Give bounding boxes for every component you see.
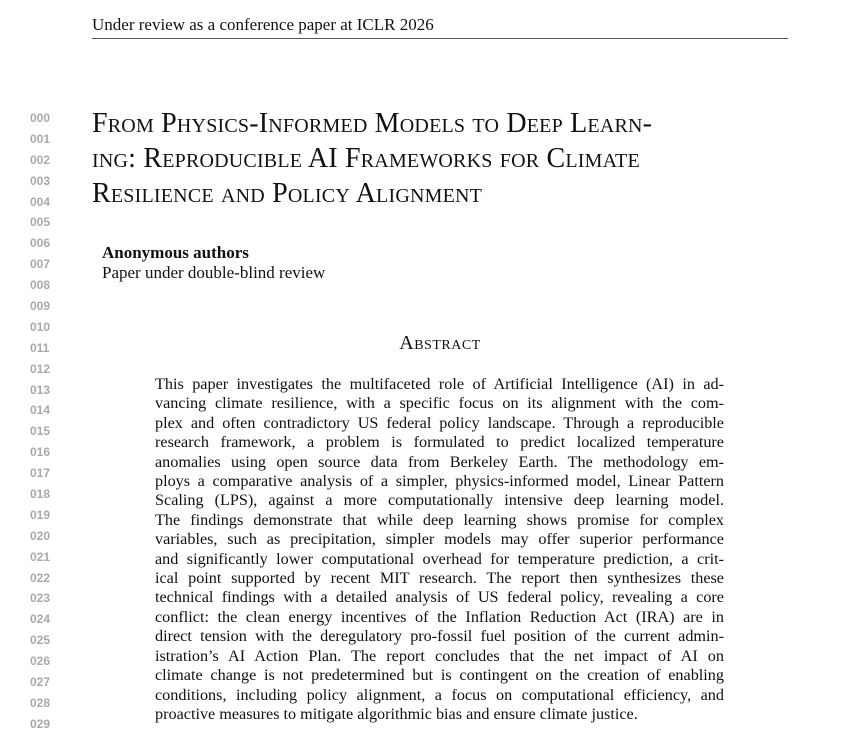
abstract-heading: Abstract	[399, 332, 481, 354]
abstract-line: direct tension with the deregulatory pro-fossil fuel position of the current admin-	[155, 627, 724, 646]
line-number: 009	[30, 299, 51, 314]
abstract-line: variables, such as precipitation, simpler models may offer superior performance	[155, 530, 724, 549]
line-number: 027	[30, 675, 51, 690]
line-number: 007	[30, 257, 51, 272]
line-number: 020	[30, 528, 51, 543]
line-number: 004	[30, 194, 51, 209]
line-number: 024	[30, 612, 51, 627]
line-number: 006	[30, 236, 51, 251]
line-number: 022	[30, 570, 51, 585]
abstract-body	[155, 375, 724, 724]
abstract-line: The findings demonstrate that while deep learning shows promise for complex	[155, 510, 724, 529]
abstract-line: Scaling (LPS), against a more computationally intensive deep learning model.	[155, 491, 724, 510]
line-number: 003	[30, 173, 51, 188]
abstract-line: technical findings with a detailed analysis of US federal policy, revealing a core	[155, 588, 724, 607]
abstract-line: proactive measures to mitigate algorithmic bias and ensure climate justice.	[155, 704, 638, 723]
line-number-gutter	[30, 108, 60, 735]
line-number: 017	[30, 466, 51, 481]
title-line: From Physics-Informed Models to Deep Learn-	[92, 108, 653, 139]
line-number: 028	[30, 695, 51, 710]
line-number: 025	[30, 633, 51, 648]
abstract-line: climate change is not predetermined but is contingent on the creation of enabling	[155, 666, 724, 685]
line-number: 010	[30, 319, 51, 334]
line-number: 011	[30, 340, 50, 355]
abstract-line: vancing climate resilience, with a specific focus on its alignment with the com-	[155, 394, 724, 413]
review-note: Paper under double-blind review	[102, 263, 326, 282]
line-number: 023	[30, 591, 51, 606]
abstract-line: This paper investigates the multifaceted role of Artificial Intelligence (AI) in ad-	[155, 375, 724, 393]
line-number: 021	[30, 549, 51, 564]
abstract-line: anomalies using open source data from Berkeley Earth. The methodology em-	[155, 452, 724, 471]
line-number: 016	[30, 445, 51, 460]
abstract-line: and significantly lower computational overhead for temperature prediction, a crit-	[155, 549, 724, 568]
abstract-line: conflict: the clean energy incentives of the Inflation Reduction Act (IRA) are in	[155, 607, 724, 626]
line-number: 029	[30, 716, 51, 731]
abstract-line: ploys a comparative analysis of a simpler, physics-informed model, Linear Pattern	[155, 472, 724, 491]
running-header: Under review as a conference paper at ICLR 2026	[92, 14, 788, 39]
abstract-line: conditions, including policy alignment, a focus on computational efficiency, and	[155, 685, 724, 704]
abstract-line: plex and often contradictory US federal policy landscape. Through a reproducible	[155, 413, 724, 432]
title-line: Resilience and Policy Alignment	[92, 178, 483, 209]
author-block	[102, 243, 602, 283]
abstract-line: research framework, a problem is formulated to predict localized temperature	[155, 433, 724, 452]
line-number: 000	[30, 111, 51, 125]
line-number: 002	[30, 152, 51, 167]
line-number: 018	[30, 487, 51, 502]
line-number: 026	[30, 654, 51, 669]
abstract-line: ical point supported by recent MIT research. The report then synthesizes these	[155, 569, 724, 588]
line-number: 019	[30, 507, 51, 522]
line-number: 013	[30, 382, 51, 397]
title-line: ing: Reproducible AI Frameworks for Climate	[92, 143, 640, 174]
line-number: 005	[30, 215, 51, 230]
line-number: 001	[30, 131, 51, 146]
line-number: 008	[30, 278, 51, 293]
line-number: 014	[30, 403, 51, 418]
abstract-line: istration’s AI Action Plan. The report concludes that the net impact of AI on	[155, 646, 724, 665]
line-number: 015	[30, 424, 51, 439]
author-name: Anonymous authors	[102, 243, 249, 262]
paper-title	[92, 106, 792, 211]
line-number: 012	[30, 361, 51, 376]
